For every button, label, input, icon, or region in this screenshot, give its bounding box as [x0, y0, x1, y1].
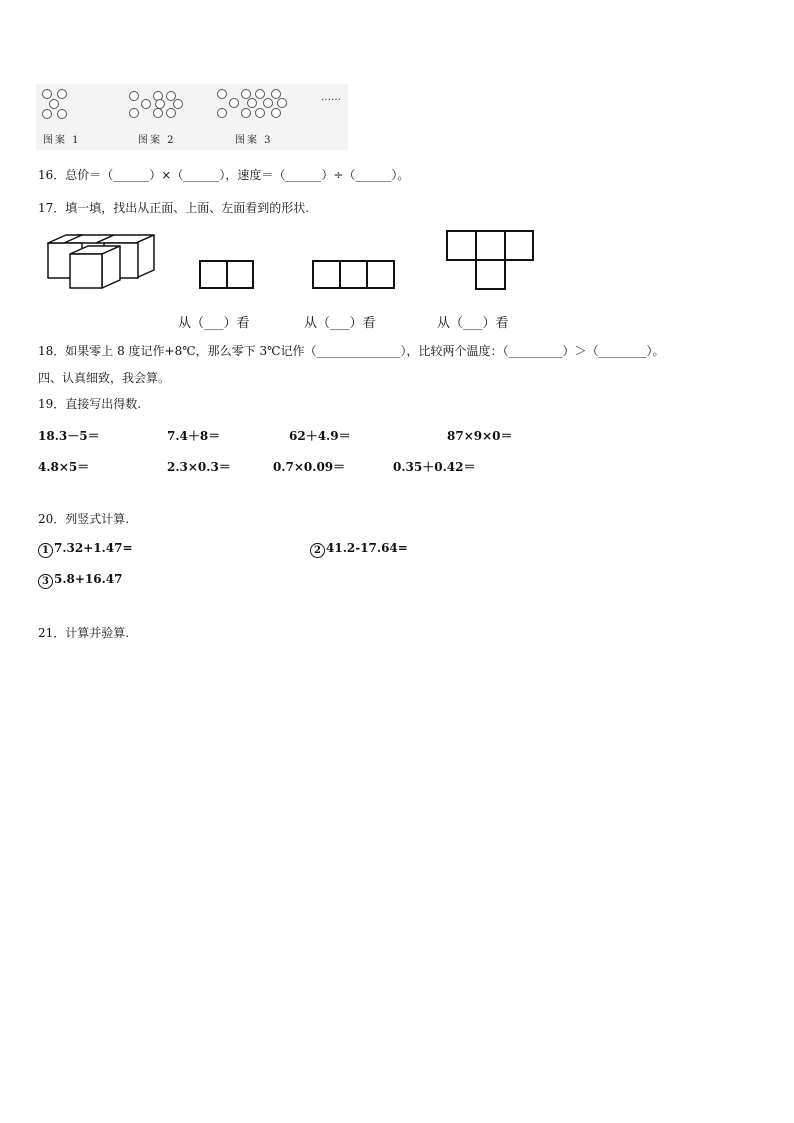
q20-item-3-expr: 5.8+16.47: [54, 572, 123, 586]
item-number-badge: 1: [38, 543, 53, 558]
view-shape-two-squares: [198, 259, 256, 291]
pattern-1-label: 图案 1: [43, 135, 81, 146]
pattern-1-circles: [43, 90, 67, 119]
q20-item-1-expr: 7.32+1.47=: [54, 541, 133, 555]
q19-expr-6: 2.3×0.3＝: [167, 460, 231, 474]
cube-solid-figure: [44, 234, 162, 292]
q19-expr-4: 87×9×0＝: [447, 429, 513, 443]
question-21-title: 21．计算并验算.: [38, 626, 130, 640]
q19-expr-1: 18.3－5＝: [38, 429, 100, 443]
q19-expr-8: 0.35＋0.42＝: [393, 460, 476, 474]
question-19-title: 19．直接写出得数.: [38, 397, 142, 411]
q19-expr-7: 0.7×0.09＝: [273, 460, 346, 474]
view-label-1: 从（___）看: [178, 316, 250, 331]
view-shape-t-shape: [445, 229, 535, 291]
item-number-badge: 2: [310, 543, 325, 558]
pattern-2-label: 图案 2: [138, 135, 176, 146]
q20-item-1: [38, 541, 133, 558]
q19-expr-2: 7.4＋8＝: [167, 429, 221, 443]
question-18: 18．如果零上 8 度记作+8℃，那么零下 3℃记作（______________），比较两个温度：（_________）＞（________）。: [38, 344, 665, 358]
pattern-2-circles: [130, 92, 183, 118]
q19-expr-5: 4.8×5＝: [38, 460, 90, 474]
q20-item-2-expr: 41.2-17.64=: [326, 541, 408, 555]
view-label-2: 从（___）看: [304, 316, 376, 331]
pattern-figure: [36, 84, 348, 150]
pattern-3-circles: [218, 90, 287, 118]
view-shape-three-squares: [311, 259, 397, 291]
view-label-3: 从（___）看: [437, 316, 509, 331]
question-16: 16．总价＝（______）×（______），速度＝（______）÷（______）。: [38, 168, 410, 182]
section-4-title: 四、认真细致，我会算。: [38, 371, 171, 385]
q20-item-2: [310, 541, 408, 558]
question-20-title: 20．列竖式计算.: [38, 512, 130, 526]
q19-expr-3: 62＋4.9＝: [289, 429, 351, 443]
circle-patterns-graphic: [36, 84, 348, 150]
pattern-ellipsis: ……: [321, 92, 341, 103]
pattern-3-label: 图案 3: [235, 135, 273, 146]
question-17: 17．填一填，找出从正面、上面、左面看到的形状.: [38, 201, 310, 215]
item-number-badge: 3: [38, 574, 53, 589]
q20-item-3: [38, 572, 123, 589]
